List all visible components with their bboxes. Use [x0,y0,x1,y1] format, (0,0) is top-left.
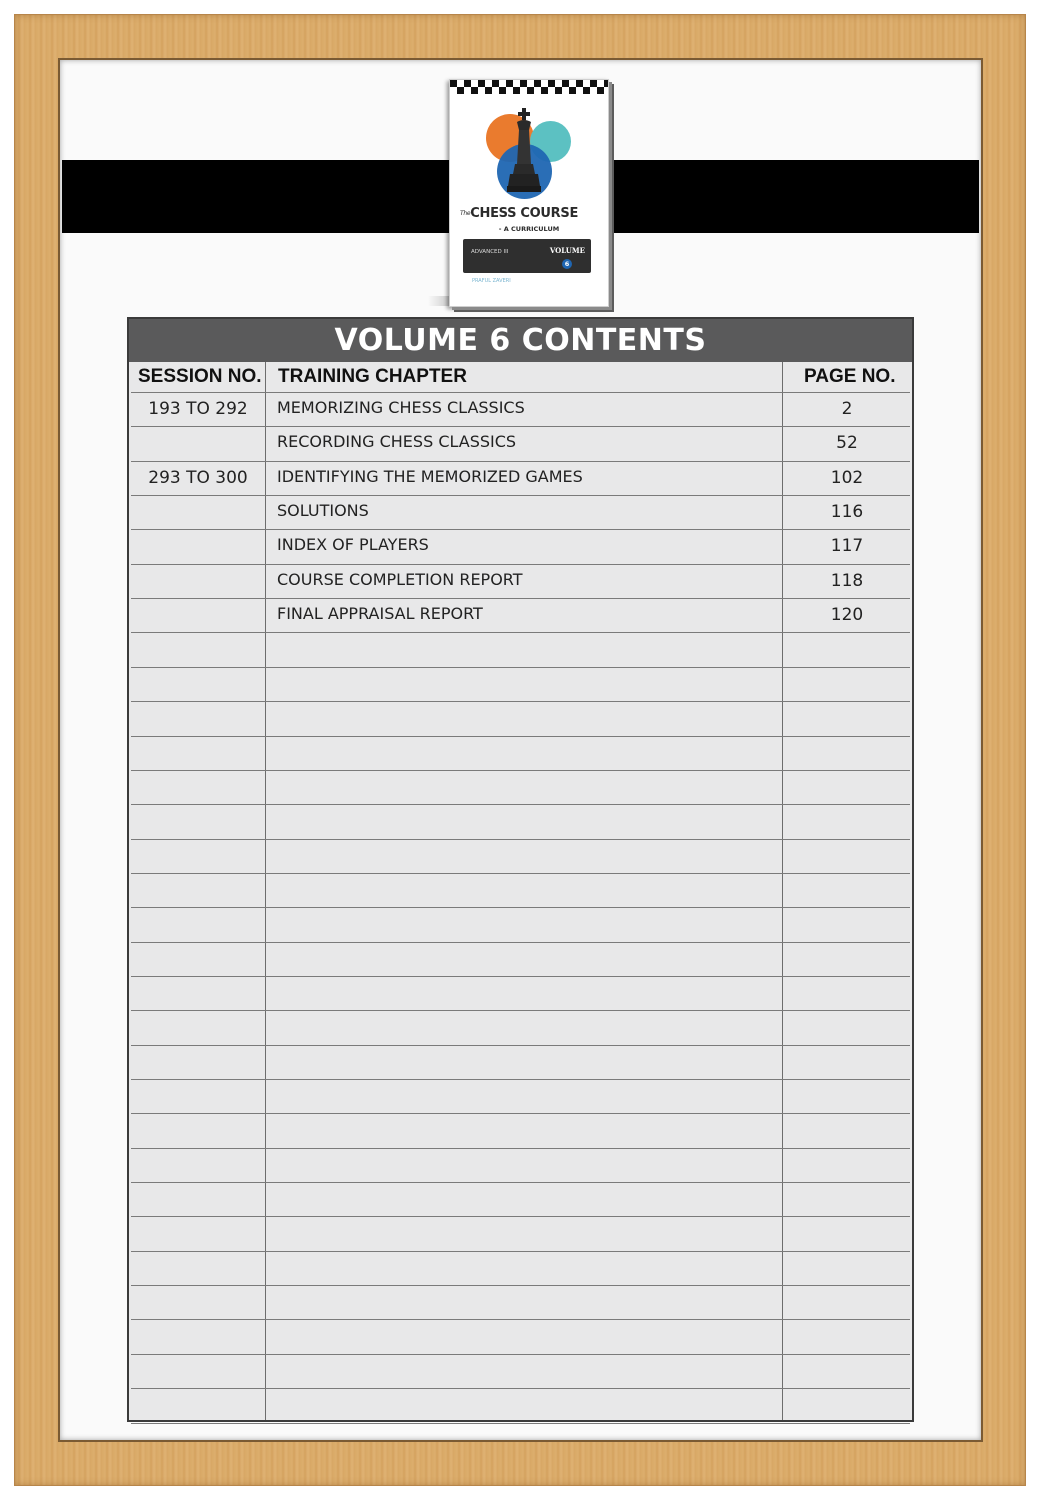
page-cell: 116 [830,502,864,523]
page-cell: 118 [830,570,864,591]
table-row [129,392,912,426]
chapter-cell: SOLUTIONS [277,501,369,521]
page-cell: 2 [841,399,853,419]
empty-table-row [129,804,912,838]
table-row [129,461,912,495]
empty-table-row [129,1010,912,1044]
book-cover [449,79,609,307]
page-cell: 120 [830,605,864,626]
chapter-cell: FINAL APPRAISAL REPORT [277,604,483,624]
session-cell: 293 TO 300 [148,467,248,488]
session-cell: 193 TO 292 [148,399,248,419]
chapter-cell: MEMORIZING CHESS CLASSICS [277,398,525,417]
chapter-cell: COURSE COMPLETION REPORT [277,569,523,589]
table-title: VOLUME 6 CONTENTS [129,319,912,362]
empty-table-row [129,701,912,735]
empty-table-row [129,976,912,1010]
empty-table-row [129,1251,912,1285]
chess-king-icon [507,108,541,194]
empty-table-row [129,770,912,804]
empty-table-row [129,1216,912,1250]
empty-table-row [129,632,912,666]
empty-table-row [129,1319,912,1353]
book-level: ADVANCED III [471,249,509,255]
header-session: SESSION NO. [138,366,262,387]
book-level-bar [463,239,591,273]
table-row [129,495,912,529]
empty-table-row [129,736,912,770]
page-cell: 117 [830,536,864,557]
contents-table [127,317,914,1422]
empty-table-row [129,1354,912,1388]
table-row [129,564,912,598]
empty-table-row [129,1113,912,1147]
table-row [129,426,912,460]
empty-table-row [129,1285,912,1319]
table-row [129,598,912,632]
chapter-cell: INDEX OF PLAYERS [277,535,429,555]
chapter-cell: IDENTIFYING THE MEMORIZED GAMES [277,466,583,486]
page-cell: 52 [836,433,858,454]
empty-table-row [129,667,912,701]
empty-table-row [129,1079,912,1113]
chapter-cell: RECORDING CHESS CLASSICS [277,432,517,452]
empty-table-row [129,839,912,873]
empty-table-row [129,1388,912,1422]
row-divider [131,1423,910,1424]
book-volume-number: 6 [562,259,572,269]
empty-table-row [129,907,912,941]
empty-table-row [129,1148,912,1182]
header-page: PAGE NO. [804,366,896,387]
book-title-prefix: The [460,210,471,217]
book-subtitle: - A CURRICULUM [498,225,560,233]
checkered-spine-pattern [450,80,608,94]
empty-table-row [129,1045,912,1079]
book-volume-label: VOLUME [549,246,585,255]
empty-table-row [129,1182,912,1216]
empty-table-row [129,873,912,907]
book-title-text: CHESS COURSE [470,206,579,221]
table-row [129,529,912,563]
book-author: PRAFUL ZAVERI [472,278,511,284]
book-title [460,206,605,221]
header-chapter: TRAINING CHAPTER [278,366,467,387]
page-cell: 102 [830,467,864,488]
empty-table-row [129,942,912,976]
